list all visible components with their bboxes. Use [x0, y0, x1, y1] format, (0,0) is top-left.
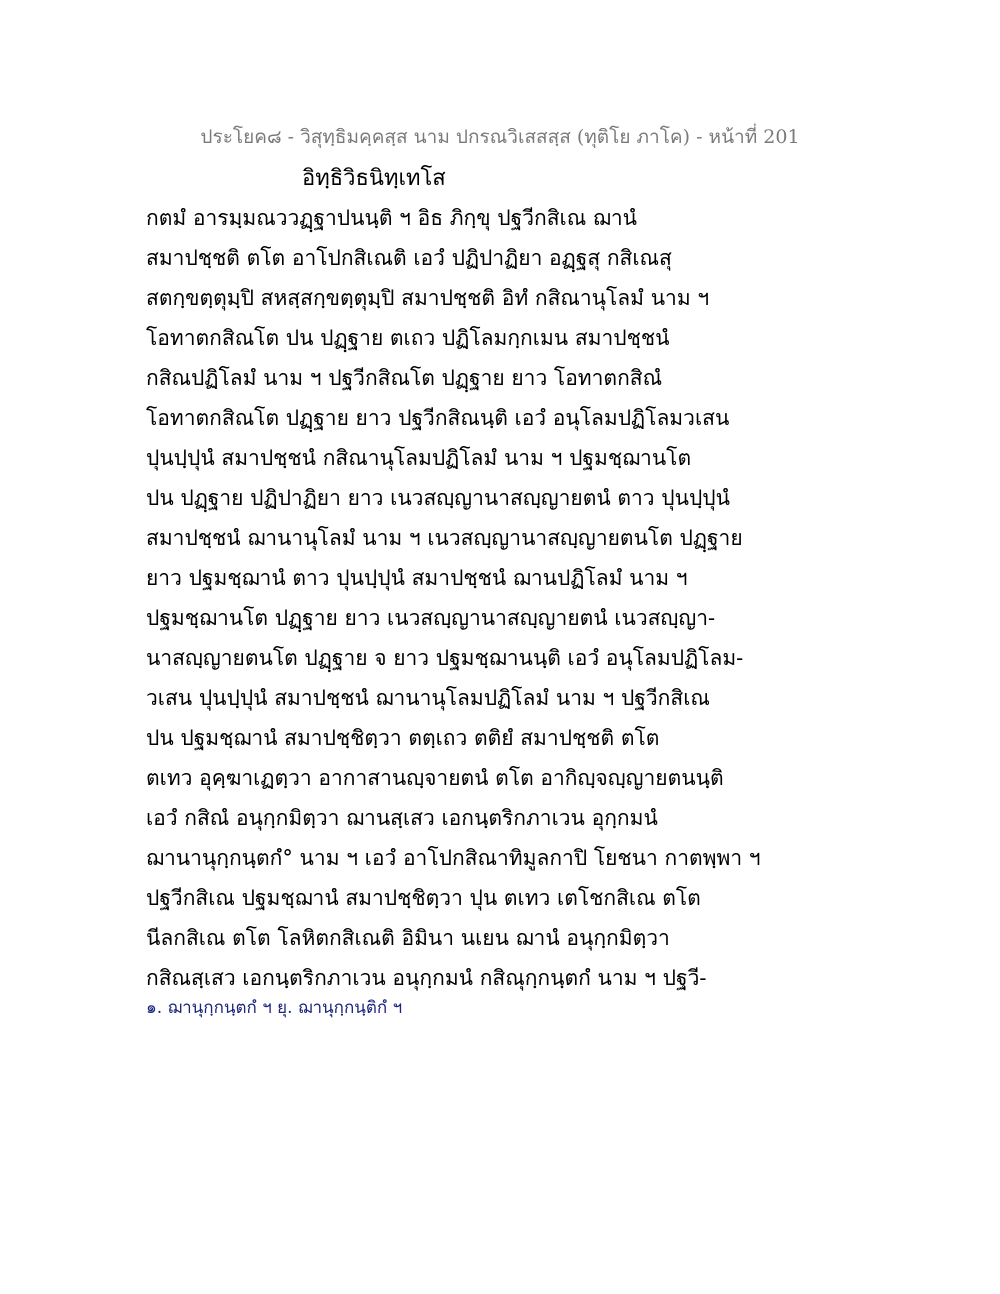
text-line: นีลกสิเณ ตโต โลหิตกสิเณติ อิมินา นเยน ฌานํ อนุกฺกมิตฺวา — [146, 926, 670, 950]
text-line: โอทาตกสิณโต ปน ปฏฺฐาย ตเถว ปฏิโลมกฺกเมน สมาปชฺชนํ — [146, 326, 670, 350]
text-line: ปฐวีกสิเณ ปฐมชฺฌานํ สมาปชฺชิตฺวา ปุน ตเทว เตโชกสิเณ ตโต — [146, 886, 701, 910]
text-line: ปน ปฏฺฐาย ปฏิปาฏิยา ยาว เนวสญฺญานาสญฺญายตนํ ตาว ปุนปฺปุนํ — [146, 486, 730, 510]
body-text — [146, 198, 761, 998]
section-title: อิทฺธิวิธนิทฺเทโส — [302, 166, 446, 191]
text-line: ปุนปฺปุนํ สมาปชฺชนํ กสิณานุโลมปฏิโลมํ นาม ฯ ปฐมชฺฌานโต — [146, 446, 692, 470]
text-line: ตเทว อุคฺฆาเฏตฺวา อากาสานญฺจายตนํ ตโต อากิญฺจญฺญายตนนฺติ — [146, 766, 724, 790]
text-line: ฌานานุกฺกนฺตกํ° นาม ฯ เอวํ อาโปกสิณาทิมูลกาปิ โยชนา กาตพฺพา ฯ — [146, 846, 761, 870]
text-line: เอวํ กสิณํ อนุกฺกมิตฺวา ฌานสฺเสว เอกนฺตริกภาเวน อุกฺกมนํ — [146, 806, 658, 830]
running-header: ประโยค๘ - วิสุทฺธิมคฺคสฺส นาม ปกรณวิเสสสฺส (ทุติโย ภาโค) - หน้าที่ 201 — [200, 126, 800, 148]
text-line: ปน ปฐมชฺฌานํ สมาปชฺชิตฺวา ตตฺเถว ตติยํ สมาปชฺชติ ตโต — [146, 726, 660, 750]
text-line: วเสน ปุนปฺปุนํ สมาปชฺชนํ ฌานานุโลมปฏิโลมํ นาม ฯ ปฐวีกสิเณ — [146, 686, 710, 710]
text-line: สมาปชฺชนํ ฌานานุโลมํ นาม ฯ เนวสญฺญานาสญฺญายตนโต ปฏฺฐาย — [146, 526, 743, 550]
text-line: กสิณสฺเสว เอกนฺตริกภาเวน อนุกฺกมนํ กสิณุกฺกนฺตกํ นาม ฯ ปฐวี- — [146, 966, 707, 990]
text-line: ยาว ปฐมชฺฌานํ ตาว ปุนปฺปุนํ สมาปชฺชนํ ฌานปฏิโลมํ นาม ฯ — [146, 566, 688, 590]
text-line: นาสญฺญายตนโต ปฏฺฐาย จ ยาว ปฐมชฺฌานนฺติ เอวํ อนุโลมปฏิโลม- — [146, 646, 744, 670]
text-line: สตกฺขตฺตุมฺปิ สหสฺสกฺขตฺตุมฺปิ สมาปชฺชติ อิทํ กสิณานุโลมํ นาม ฯ — [146, 286, 710, 310]
text-line: กตมํ อารมฺมณววฏฺฐาปนนฺติ ฯ อิธ ภิกฺขุ ปฐวีกสิเณ ฌานํ — [146, 206, 637, 230]
text-line: ปฐมชฺฌานโต ปฏฺฐาย ยาว เนวสญฺญานาสญฺญายตนํ เนวสญฺญา- — [146, 606, 716, 630]
text-line: กสิณปฏิโลมํ นาม ฯ ปฐวีกสิณโต ปฏฺฐาย ยาว โอทาตกสิณํ — [146, 366, 663, 390]
text-line: โอทาตกสิณโต ปฏฺฐาย ยาว ปฐวีกสิณนฺติ เอวํ อนุโลมปฏิโลมวเสน — [146, 406, 730, 430]
text-line: สมาปชฺชติ ตโต อาโปกสิเณติ เอวํ ปฏิปาฏิยา อฏฺฐสุ กสิเณสุ — [146, 246, 672, 270]
footnote: ๑. ฌานุกฺกนฺตกํ ฯ ยุ. ฌานุกฺกนฺติกํ ฯ — [146, 998, 403, 1018]
